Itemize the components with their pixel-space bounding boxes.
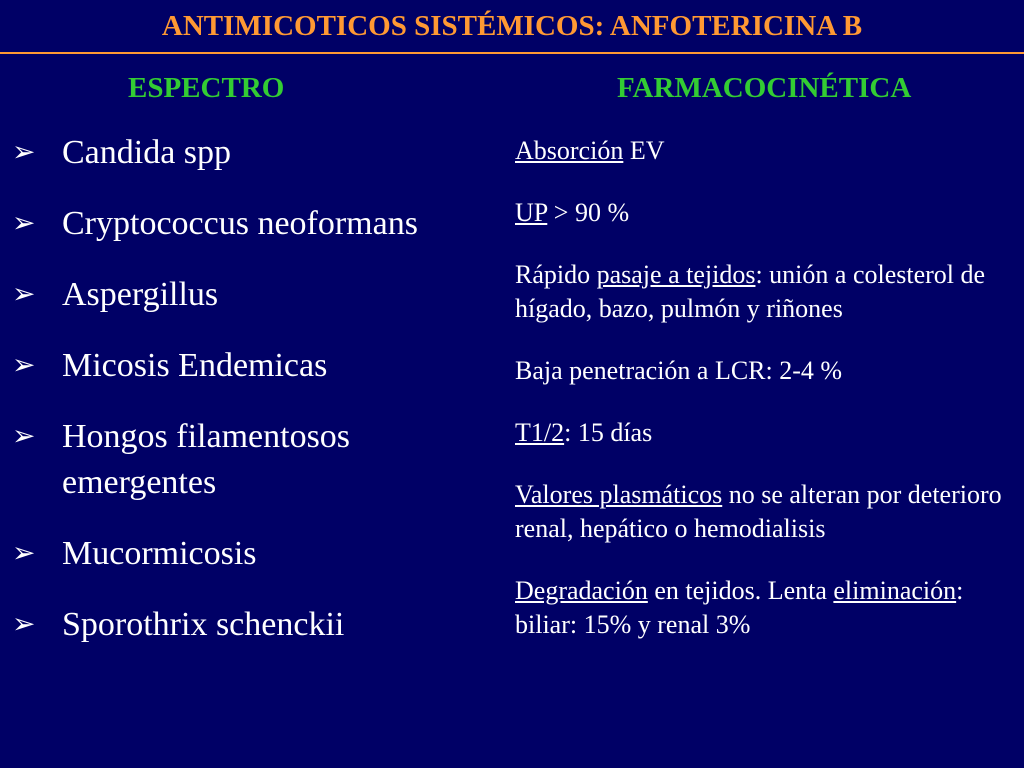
list-item-label: Hongos filamentosos emergentes bbox=[62, 418, 351, 501]
arrowhead-bullet-icon: ➢ bbox=[12, 609, 36, 640]
list-item-label: Mucormicosis bbox=[62, 535, 257, 572]
list-item bbox=[12, 130, 432, 176]
arrowhead-bullet-icon: ➢ bbox=[12, 279, 36, 310]
list-item bbox=[12, 201, 432, 247]
degradation-text: en tejidos. Lenta bbox=[647, 576, 834, 605]
list-item-label: Aspergillus bbox=[62, 276, 219, 313]
list-item-label: Sporothrix schenckii bbox=[62, 606, 345, 643]
arrowhead-bullet-icon: ➢ bbox=[12, 137, 36, 168]
plasma-label: Valores plasmáticos bbox=[515, 480, 723, 509]
degradation-label: Degradación bbox=[515, 576, 648, 605]
protein-binding-label: UP bbox=[515, 198, 548, 227]
arrowhead-bullet-icon: ➢ bbox=[12, 208, 36, 239]
pharmacokinetics-heading: FARMACOCINÉTICA bbox=[617, 72, 912, 104]
half-life-label: T1/2 bbox=[515, 418, 565, 447]
absorption-text: EV bbox=[623, 136, 665, 165]
protein-binding-text: > 90 % bbox=[547, 198, 630, 227]
elimination-label: eliminación bbox=[833, 576, 957, 605]
arrowhead-bullet-icon: ➢ bbox=[12, 538, 36, 569]
list-item bbox=[12, 343, 432, 389]
elimination-text: : biliar: 15% y renal 3% bbox=[515, 576, 964, 639]
pharmacokinetics-content bbox=[515, 134, 1020, 670]
plasma-text: no se alteran por deterioro renal, hepático o hemodialisis bbox=[515, 480, 1002, 543]
protein-binding-line bbox=[515, 196, 1020, 230]
list-item bbox=[12, 602, 432, 648]
plasma-levels-line bbox=[515, 478, 1020, 546]
tissue-label: pasaje a tejidos bbox=[596, 260, 756, 289]
absorption-label: Absorción bbox=[515, 136, 624, 165]
list-item-label: Micosis Endemicas bbox=[62, 347, 328, 384]
arrowhead-bullet-icon: ➢ bbox=[12, 350, 36, 381]
tissue-distribution-line bbox=[515, 258, 1020, 326]
list-item-label: Cryptococcus neoformans bbox=[62, 205, 418, 242]
half-life-text: : 15 días bbox=[564, 418, 653, 447]
absorption-line bbox=[515, 134, 1020, 168]
half-life-line bbox=[515, 416, 1020, 450]
list-item bbox=[12, 531, 432, 577]
degradation-line bbox=[515, 574, 1020, 642]
list-item-label: Candida spp bbox=[62, 134, 232, 171]
spectrum-heading: ESPECTRO bbox=[128, 72, 285, 104]
arrowhead-bullet-icon: ➢ bbox=[12, 421, 36, 452]
list-item bbox=[12, 272, 432, 318]
tissue-prefix: Rápido bbox=[515, 260, 597, 289]
spectrum-list bbox=[12, 130, 432, 673]
tissue-text: : unión a colesterol de hígado, bazo, pulmón y riñones bbox=[515, 260, 986, 323]
title-divider bbox=[0, 52, 1024, 54]
list-item bbox=[12, 414, 432, 506]
csf-penetration-line: Baja penetración a LCR: 2-4 % bbox=[515, 356, 843, 385]
slide-title: ANTIMICOTICOS SISTÉMICOS: ANFOTERICINA B bbox=[161, 10, 863, 42]
